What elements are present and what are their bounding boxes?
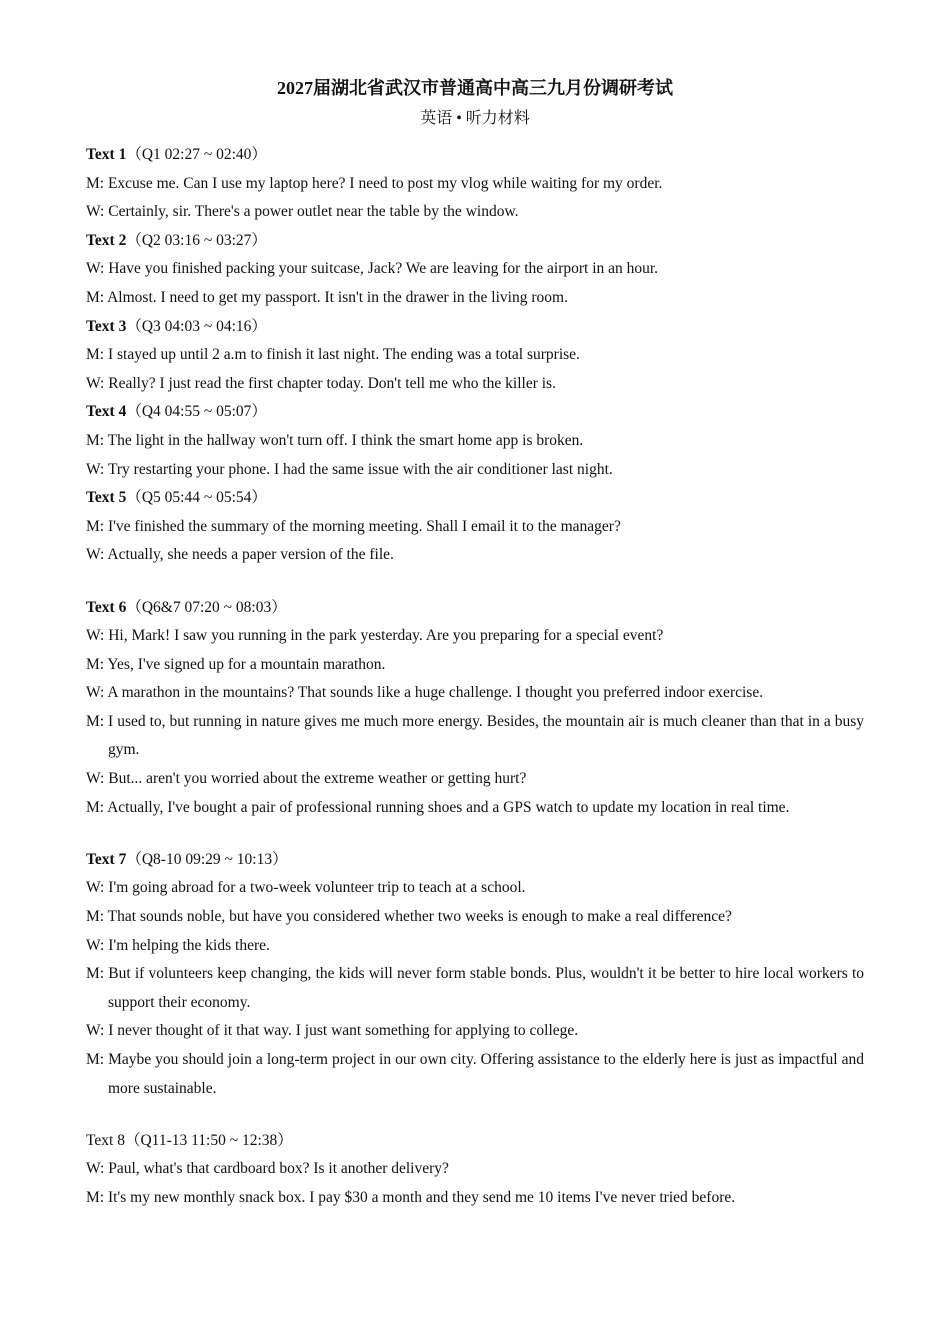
dialogue-line: M: Almost. I need to get my passport. It isn't in the drawer in the living room. (86, 288, 568, 306)
section-time-range: （Q6&7 07:20 ~ 08:03） (126, 598, 287, 616)
section-heading (86, 1127, 864, 1156)
dialogue-line: W: Hi, Mark! I saw you running in the park yesterday. Are you preparing for a special event? (86, 627, 664, 645)
section-heading (86, 141, 864, 170)
section-time-range: （Q4 04:55 ~ 05:07） (126, 403, 267, 421)
section-heading (86, 313, 864, 342)
dialogue-line: W: I never thought of it that way. I just want something for applying to college. (86, 1022, 579, 1040)
dialogue-line: W: Actually, she needs a paper version of the file. (86, 546, 394, 564)
section-heading (86, 484, 864, 513)
dialogue-line: M: I stayed up until 2 a.m to finish it last night. The ending was a total surprise. (86, 346, 580, 364)
dialogue-line: M: Actually, I've bought a pair of professional running shoes and a GPS watch to update my location in real time. (86, 798, 790, 816)
section-time-range: （Q5 05:44 ~ 05:54） (126, 489, 267, 507)
dialogue-line: M: Yes, I've signed up for a mountain marathon. (86, 655, 386, 673)
section-heading (86, 594, 864, 623)
transcript-body (86, 141, 864, 1213)
section-spacer (86, 1103, 864, 1127)
dialogue-line: M: Maybe you should join a long-term project in our own city. Offering assistance to the elderly here is just as impactful and more sustainable. (86, 1051, 864, 1097)
dialogue-line: M: I've finished the summary of the morning meeting. Shall I email it to the manager? (86, 517, 621, 535)
dialogue-line: W: Certainly, sir. There's a power outlet near the table by the window. (86, 203, 519, 221)
section-time-range: （Q2 03:16 ~ 03:27） (126, 231, 267, 249)
dialogue-line: W: Really? I just read the first chapter today. Don't tell me who the killer is. (86, 374, 556, 392)
dialogue-line: M: But if volunteers keep changing, the kids will never form stable bonds. Plus, wouldn't it be better to hire local workers to support their economy. (86, 965, 864, 1011)
section-label: Text 6 (86, 598, 127, 616)
section-time-range: （Q1 02:27 ~ 02:40） (126, 146, 267, 163)
section-heading (86, 398, 864, 427)
dialogue-line: M: Excuse me. Can I use my laptop here? I need to post my vlog while waiting for my order. (86, 174, 663, 192)
section-label: Text 7 (86, 850, 127, 868)
dialogue-line: W: Try restarting your phone. I had the same issue with the air conditioner last night. (86, 460, 613, 478)
section-time-range: （Q8-10 09:29 ~ 10:13） (126, 850, 288, 868)
section-time-range: （Q3 04:03 ~ 04:16） (126, 317, 267, 335)
dialogue-line: W: I'm going abroad for a two-week volunteer trip to teach at a school. (86, 879, 526, 897)
section-label: Text 8 (86, 1131, 125, 1149)
section-label: Text 3 (86, 317, 127, 335)
section-label: Text 1 (86, 146, 127, 163)
dialogue-line: M: That sounds noble, but have you considered whether two weeks is enough to make a real difference? (86, 908, 732, 926)
section-label: Text 2 (86, 231, 127, 249)
document-subtitle: 英语 • 听力材料 (420, 110, 530, 127)
dialogue-line: M: It's my new monthly snack box. I pay $30 a month and they send me 10 items I've never tried before. (86, 1188, 736, 1206)
section-label: Text 4 (86, 403, 127, 421)
dialogue-line: W: Paul, what's that cardboard box? Is it another delivery? (86, 1160, 449, 1178)
section-label: Text 5 (86, 489, 127, 507)
section-spacer (86, 570, 864, 594)
dialogue-line: W: But... aren't you worried about the extreme weather or getting hurt? (86, 770, 527, 788)
section-time-range: （Q11-13 11:50 ~ 12:38） (124, 1131, 293, 1149)
section-heading (86, 846, 864, 875)
dialogue-line: W: A marathon in the mountains? That sounds like a huge challenge. I thought you preferred indoor exercise. (86, 684, 764, 702)
dialogue-line: W: I'm helping the kids there. (86, 936, 270, 954)
dialogue-line: W: Have you finished packing your suitcase, Jack? We are leaving for the airport in an hour. (86, 260, 659, 278)
dialogue-line: M: I used to, but running in nature gives me much more energy. Besides, the mountain air is much cleaner than that in a busy gym. (86, 712, 864, 759)
document-title: 2027届湖北省武汉市普通高中高三九月份调研考试 (277, 78, 673, 98)
section-heading (86, 227, 864, 256)
dialogue-line: M: The light in the hallway won't turn off. I think the smart home app is broken. (86, 431, 584, 449)
section-spacer (86, 822, 864, 846)
